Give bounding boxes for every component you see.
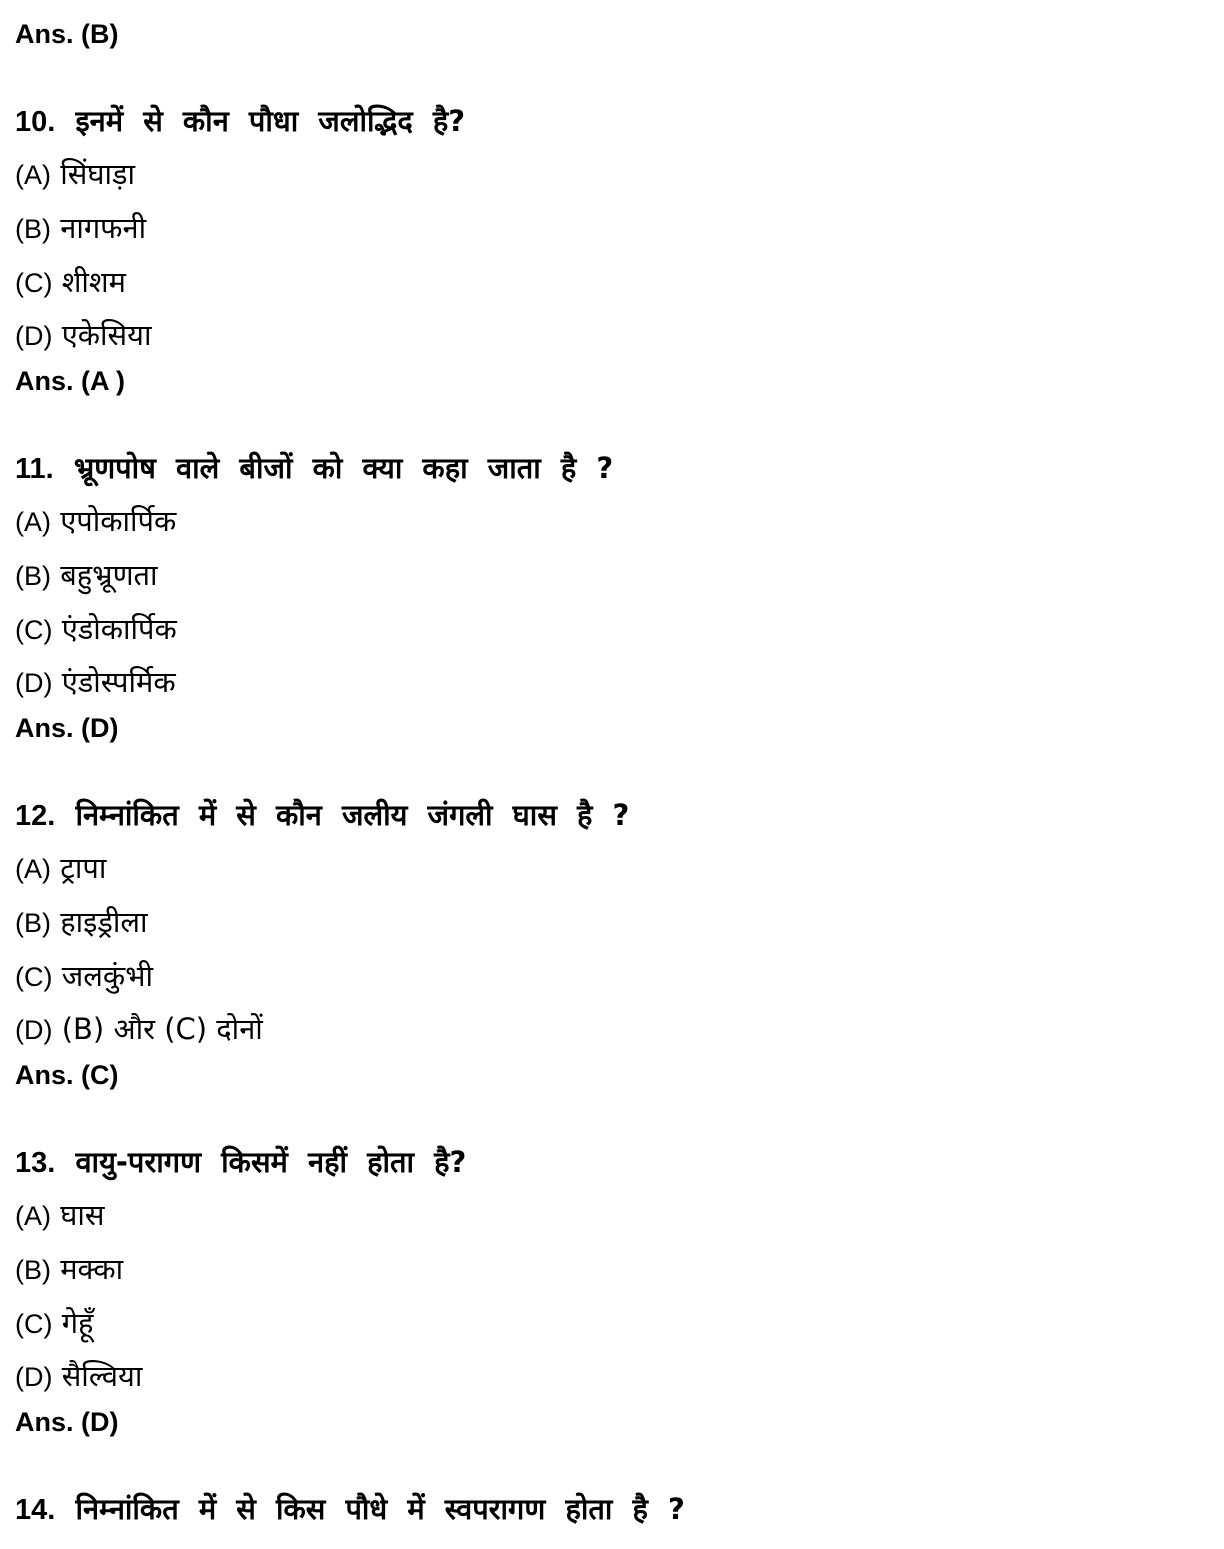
- question-13: [15, 1145, 467, 1179]
- option-11-c: [15, 612, 177, 646]
- option-11-b: [15, 558, 158, 592]
- option-12-b: [15, 905, 148, 939]
- option-text: (B) और (C) दोनों: [61, 1012, 263, 1046]
- option-10-d: [15, 318, 152, 352]
- option-text: जलकुंभी: [61, 959, 154, 993]
- option-text: सिंघाड़ा: [60, 157, 136, 191]
- option-text: मक्का: [60, 1252, 124, 1286]
- option-text: सैल्विया: [61, 1359, 143, 1393]
- option-text: शीशम: [61, 265, 126, 299]
- answer-13: Ans. (D): [15, 1407, 119, 1437]
- option-text: घास: [60, 1198, 105, 1232]
- option-label: (C): [15, 1309, 53, 1339]
- question-text: निम्नांकित में से किस पौधे में स्वपरागण होता है ?: [75, 1492, 685, 1526]
- option-text: एंडोस्पर्मिक: [61, 665, 176, 699]
- answer-12: Ans. (C): [15, 1060, 119, 1090]
- option-text: एकेसिया: [61, 318, 152, 352]
- option-label: (A): [15, 1201, 51, 1231]
- option-label: (B): [15, 561, 51, 591]
- option-12-d: [15, 1012, 263, 1046]
- option-label: (A): [15, 854, 51, 884]
- option-text: ट्रापा: [60, 851, 107, 885]
- option-label: (B): [15, 214, 51, 244]
- question-10: [15, 104, 466, 138]
- question-text: वायु-परागण किसमें नहीं होता है?: [75, 1145, 467, 1179]
- option-label: (A): [15, 160, 51, 190]
- option-10-a: [15, 157, 136, 191]
- option-label: (B): [15, 1255, 51, 1285]
- question-14: [15, 1492, 685, 1526]
- option-11-d: [15, 665, 176, 699]
- option-label: (D): [15, 668, 53, 698]
- option-text: एंडोकार्पिक: [61, 612, 177, 646]
- question-number: 14.: [15, 1494, 56, 1526]
- option-label: (D): [15, 1015, 53, 1045]
- question-number: 12.: [15, 800, 56, 832]
- question-text: भ्रूणपोष वाले बीजों को क्या कहा जाता है ?: [73, 451, 614, 485]
- question-number: 10.: [15, 106, 56, 138]
- question-text: इनमें से कौन पौधा जलोद्भिद है?: [75, 104, 466, 138]
- option-13-d: [15, 1359, 143, 1393]
- option-12-a: [15, 851, 107, 885]
- option-10-b: [15, 211, 147, 245]
- answer-10: Ans. (A ): [15, 366, 125, 396]
- option-label: (D): [15, 1362, 53, 1392]
- option-12-c: [15, 959, 154, 993]
- option-label: (C): [15, 615, 53, 645]
- question-text: निम्नांकित में से कौन जलीय जंगली घास है ?: [75, 798, 630, 832]
- option-13-c: [15, 1306, 94, 1340]
- option-text: हाइड्रीला: [60, 905, 148, 939]
- answer-prev: Ans. (B): [15, 19, 119, 49]
- question-number: 11.: [15, 453, 54, 485]
- option-13-a: [15, 1198, 105, 1232]
- option-label: (D): [15, 321, 53, 351]
- question-11: [15, 451, 614, 485]
- option-text: नागफनी: [60, 211, 147, 245]
- option-10-c: [15, 265, 126, 299]
- question-12: [15, 798, 630, 832]
- answer-11: Ans. (D): [15, 713, 119, 743]
- option-label: (C): [15, 962, 53, 992]
- option-11-a: [15, 504, 177, 538]
- question-number: 13.: [15, 1147, 56, 1179]
- option-text: गेहूँ: [61, 1306, 94, 1340]
- option-13-b: [15, 1252, 124, 1286]
- option-label: (A): [15, 507, 51, 537]
- option-label: (B): [15, 908, 51, 938]
- option-label: (C): [15, 268, 53, 298]
- option-text: बहुभ्रूणता: [60, 558, 158, 592]
- option-text: एपोकार्पिक: [60, 504, 177, 538]
